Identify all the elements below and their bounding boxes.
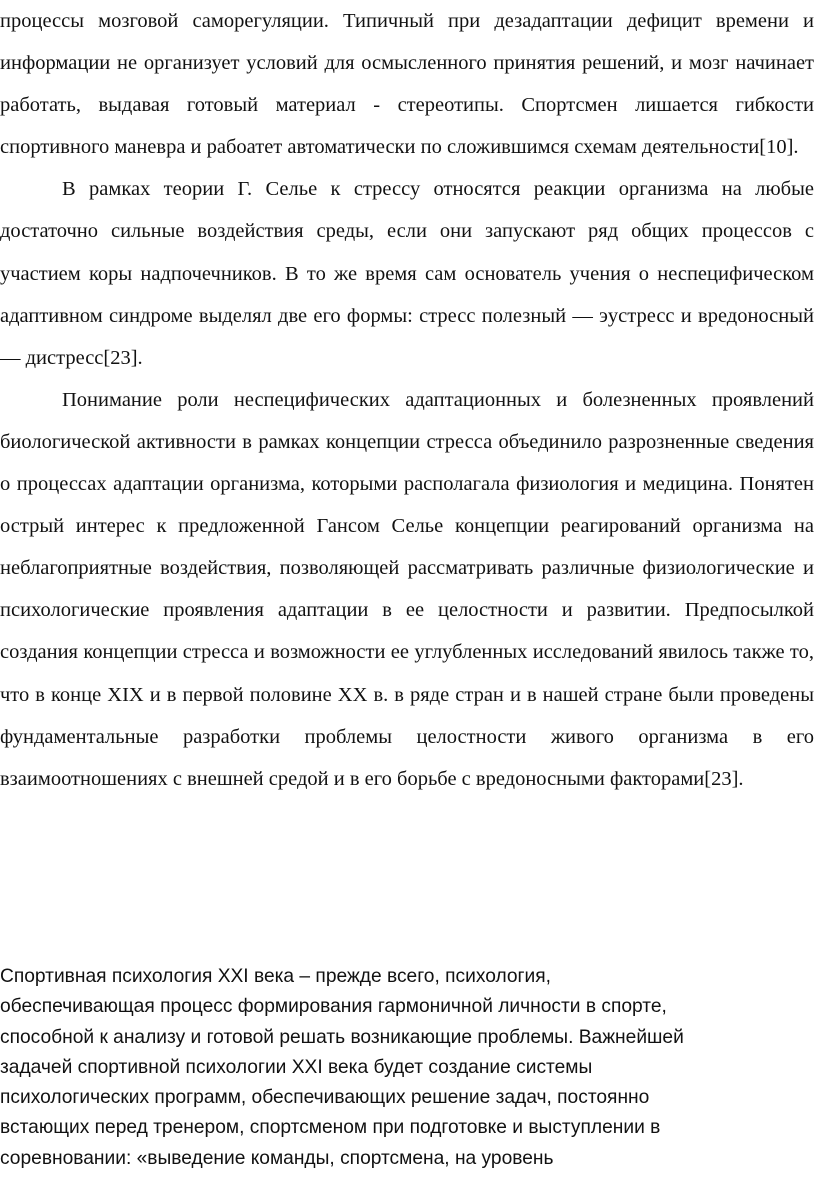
sans-line: обеспечивающая процесс формирования гармоничной личности в спорте,	[0, 996, 667, 1018]
paragraph-continuation: процессы мозговой саморегуляции. Типичный при дезадаптации дефицит времени и информации не организует условий для осмысленного принятия решений, и мозг начинает работать, выдавая готовый материал - стереотипы. Спортсмен лишается гибкости спортивного маневра и рабоатет автоматически по сложившимся схемам деятельности[10].	[0, 10, 814, 159]
sans-line: психологических программ, обеспечивающих решение задач, постоянно	[0, 1087, 650, 1109]
sans-line: Спортивная психология XXI века – прежде всего, психология,	[0, 966, 551, 987]
sans-line: соревновании: «выведение команды, спортсмена, на уровень	[0, 1147, 554, 1169]
sans-line: встающих перед тренером, спортсменом при подготовке и выступлении в	[0, 1117, 661, 1139]
sans-text-block	[0, 962, 800, 1174]
sans-line: задачей спортивной психологии XXI века будет создание системы	[0, 1056, 593, 1078]
paragraph-stress-concept: Понимание роли неспецифических адаптационных и болезненных проявлений биологической активности в рамках концепции стресса объединило разрозненные сведения о процессах адаптации организма, которыми располагала физиология и медицина. Понятен острый интерес к предложенной Гансом Селье концепции реагирований организма на неблагоприятные воздействия, позволяющей рассматривать различные физиологические и психологические проявления адаптации в ее целостности и развитии. Предпосылкой создания концепции стресса и возможности ее углубленных исследований явилось также то, что в конце XIX и в первой половине XX в. в ряде стран и в нашей стране были проведены фундаментальные разработки проблемы целостности живого организма в его взаимоотношениях с внешней средой и в его борьбе с вредоносными факторами[23].	[0, 388, 814, 790]
sans-line: способной к анализу и готовой решать возникающие проблемы. Важнейшей	[0, 1026, 684, 1048]
paragraph-selye-theory: В рамках теории Г. Селье к стрессу относятся реакции организма на любые достаточно сильные воздействия среды, если они запускают ряд общих процессов с участием коры надпочечников. В то же время сам основатель учения о неспецифическом адаптивном синдроме выделял две его формы: стресс полезный — эустресс и вредоносный — дистресс[23].	[0, 178, 814, 369]
